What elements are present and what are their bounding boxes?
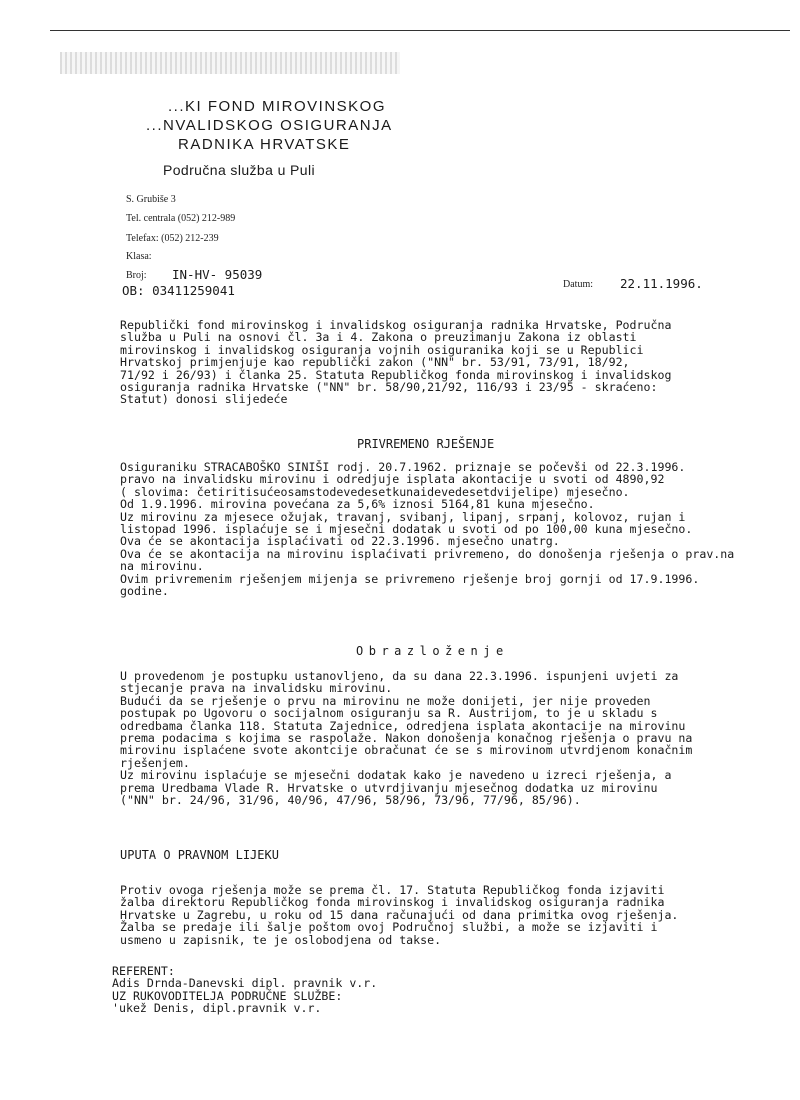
reasoning-line: ("NN" br. 24/96, 31/96, 40/96, 47/96, 58/96, 73/96, 77/96, 85/96). xyxy=(120,792,581,807)
datum-label: Datum: xyxy=(563,279,593,290)
broj-value: IN-HV- 95039 xyxy=(172,267,263,282)
reasoning-title: Obrazloženje xyxy=(356,644,509,658)
reasoning-line: stjecanje prava na invalidsku mirovinu. xyxy=(120,681,393,696)
intro-line: mirovinskog i invalidskog osiguranja vojnih osiguranika koji se u Republici xyxy=(120,342,644,357)
signature-line: Adis Drnda-Danevski dipl. pravnik v.r. xyxy=(112,976,378,991)
scan-smudge xyxy=(60,52,400,74)
top-border-line xyxy=(50,30,790,31)
org-name-line3: RADNIKA HRVATSKE xyxy=(178,136,351,153)
decision-line: pravo na invalidsku mirovinu i odredjuje isplata akontacije u svoti od 4890,92 xyxy=(120,472,665,487)
reasoning-paragraph xyxy=(120,670,692,806)
remedy-line: Hrvatske u Zagrebu, u roku od 15 dana računajući od dana primitka ovog rješenja. xyxy=(120,907,679,922)
decision-line: ( slovima: četiritisućeosamstodevedesetkunaidevedesetdvijelipe) mjesečno. xyxy=(120,484,630,499)
intro-line: služba u Puli na osnovi čl. 3a i 4. Zakona o preuzimanju Zakona iz oblasti xyxy=(120,330,637,345)
reasoning-line: Uz mirovinu isplaćuje se mjesečni dodatak kako je navedeno u izreci rješenja, a xyxy=(120,768,672,783)
decision-title: PRIVREMENO RJEŠENJE xyxy=(357,437,495,451)
org-name-line2: ...NVALIDSKOG OSIGURANJA xyxy=(146,117,393,134)
reasoning-line: mirovinu isplaćene svote akontcije obračunat će se s mirovinom utvrdjenom konačnim xyxy=(120,743,693,758)
decision-paragraph xyxy=(120,461,734,597)
signature-line: REFERENT: xyxy=(112,964,175,978)
decision-line: godine. xyxy=(120,583,169,598)
reasoning-line: rješenjem. xyxy=(120,755,190,770)
decision-line: Ova će se akontacija isplaćivati od 22.3.1996. mjesečno unatrg. xyxy=(120,534,560,549)
remedy-line: Protiv ovoga rješenja može se prema čl. 17. Statuta Republičkog fonda izjaviti xyxy=(120,883,665,897)
remedy-line: žalba direktoru Republičkog fonda mirovinskog i invalidskog osiguranja radnika xyxy=(120,895,665,910)
signature-line: UZ RUKOVODITELJA PODRUČNE SLUŽBE: xyxy=(112,988,343,1003)
klasa-label: Klasa: xyxy=(126,251,152,262)
datum-value: 22.11.1996. xyxy=(620,276,703,291)
reasoning-line: Budući da se rješenje o prvu na mirovinu ne može donijeti, jer nije proveden xyxy=(120,693,651,708)
intro-line: Republički fond mirovinskog i invalidskog osiguranja radnika Hrvatske, Područna xyxy=(120,318,672,332)
decision-line: Uz mirovinu za mjesece ožujak, travanj, svibanj, lipanj, srpanj, kolovoz, rujan i xyxy=(120,509,686,524)
reasoning-line: prema Uredbama Vlade R. Hrvatske o utvrdjivanju mjesečnog dodatka uz mirovinu xyxy=(120,780,658,795)
intro-line: Statut) donosi slijedeće xyxy=(120,392,288,407)
decision-line: Ova će se akontacija na mirovinu isplaćivati privremeno, do donošenja rješenja o prav.na xyxy=(120,546,735,561)
ob-number: OB: 03411259041 xyxy=(122,283,235,298)
intro-line: 71/92 i 26/93) i članka 25. Statuta Republičkog fonda mirovinskog i invalidskog xyxy=(120,367,672,382)
org-name-line1: ...KI FOND MIROVINSKOG xyxy=(168,98,387,115)
intro-line: Hrvatskoj primjenjuje kao republički zakon ("NN" br. 53/91, 73/91, 18/92, xyxy=(120,355,630,370)
reasoning-line: U provedenom je postupku ustanovljeno, da su dana 22.3.1996. ispunjeni uvjeti za xyxy=(120,669,679,683)
fax: Telefax: (052) 212-239 xyxy=(126,233,219,244)
reasoning-line: odredbama članka 118. Statuta Zajednice, odredjena isplata akontacije na mirovinu xyxy=(120,718,686,733)
legal-remedy-title: UPUTA O PRAVNOM LIJEKU xyxy=(120,848,279,862)
decision-line: Osiguraniku STRACABOŠKO SINIŠI rodj. 20.7.1962. priznaje se počevši od 22.3.1996. xyxy=(120,460,686,474)
decision-line: Ovim privremenim rješenjem mijenja se privremeno rješenje broj gornji od 17.9.1996. xyxy=(120,571,700,586)
broj-label: Broj: xyxy=(126,270,147,281)
decision-line: Od 1.9.1996. mirovina povećana za 5,6% iznosi 5164,81 kuna mjesečno. xyxy=(120,497,595,512)
legal-remedy-paragraph xyxy=(120,884,678,946)
intro-paragraph xyxy=(120,319,671,406)
intro-line: osiguranja radnika Hrvatske ("NN" br. 58/90,21/92, 116/93 i 23/95 - skraćeno: xyxy=(120,379,658,394)
reasoning-line: postupak po Ugovoru o socijalnom osiguranju sa R. Austrijom, to je u skladu s xyxy=(120,706,658,721)
phone: Tel. centrala (052) 212-989 xyxy=(126,213,236,224)
office-name: Područna služba u Puli xyxy=(163,162,315,178)
remedy-line: usmeno u zapisnik, te je oslobodjena od takse. xyxy=(120,932,442,947)
address: S. Grubiše 3 xyxy=(126,194,176,205)
decision-line: na mirovinu. xyxy=(120,559,204,574)
reasoning-line: prema podacima s kojima se raspolaže. Nakon donošenja konačnog rješenja o pravu na xyxy=(120,730,693,745)
remedy-line: Žalba se predaje ili šalje poštom ovoj Područnoj službi, a može se izjaviti i xyxy=(120,920,658,935)
decision-line: listopad 1996. isplaćuje se i mjesečni dodatak u svoti od po 100,00 kuna mjesečno. xyxy=(120,521,693,536)
signature-line: 'ukež Denis, dipl.pravnik v.r. xyxy=(112,1001,322,1016)
signature-block xyxy=(112,965,377,1015)
